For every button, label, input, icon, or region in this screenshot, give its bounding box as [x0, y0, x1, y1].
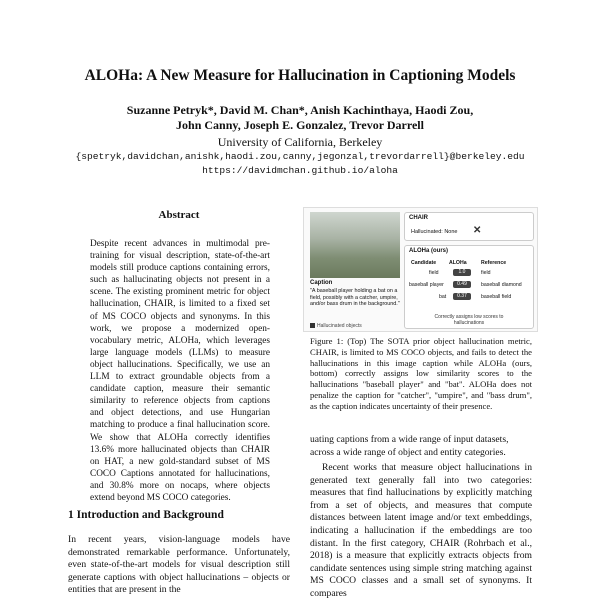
figure-caption-label: Caption	[310, 280, 333, 286]
right-column-continuation: uating captions from a wide range of input datasets, across a wide range of object and entity categories.	[310, 434, 509, 458]
abstract-heading: Abstract	[158, 209, 200, 221]
row-candidate-1: field	[429, 270, 439, 276]
figure-caption: Figure 1: (Top) The SOTA prior object hallucination metric, CHAIR, is limited to MS COCO objects, and fails to detect the hallucinations in this image caption while ALOHa (ours, bottom) correctly assigns low similarity scores to the hallucinations "baseball player" and "bat". ALOHa does not penalize the caption for "catcher", "umpire", and "bass drum", as the caption indicates uncertainty of their presence.	[310, 336, 532, 411]
authors-line-2: John Canny, Joseph E. Gonzalez, Trevor Darrell	[176, 118, 424, 132]
figure-legend: Hallucinated objects	[310, 323, 362, 329]
legend-swatch-icon	[310, 323, 315, 328]
row-score-3: 0.37	[453, 293, 471, 300]
section-heading: 1 Introduction and Background	[68, 509, 224, 521]
col-reference: Reference	[481, 260, 507, 266]
authors-line-1: Suzanne Petryk*, David M. Chan*, Anish Kachinthaya, Haodi Zou,	[126, 103, 474, 117]
right-column-paragraph: Recent works that measure object hallucinations in generated text generally fall into two categories: measures that find hallucinations by explicitly matching from a set of objects, and measures that compute distances between latent image and/or text embeddings, indicating a hallucination if the embeddings are too distant. In the first category, CHAIR (Rohrbach et al., 2018) is a measure that explicitly extracts objects from candidate sentences using simple string matching against MS COCO classes and a small set of synonyms. It compares	[310, 462, 532, 599]
author-list	[0, 103, 600, 133]
chair-title: CHAIR	[409, 215, 428, 221]
row-reference-1: field	[481, 270, 491, 276]
row-candidate-2: baseball player	[409, 282, 444, 288]
figure-caption-text: "A baseball player holding a bat on a field, possibly with a catcher, umpire, and/or bass drum in the background."	[310, 288, 400, 307]
aloha-panel	[404, 245, 534, 329]
paper-title: ALOHa: A New Measure for Hallucination in Captioning Models	[84, 67, 516, 84]
project-url[interactable]: https://davidmchan.github.io/aloha	[202, 165, 398, 176]
col-candidate: Candidate	[411, 260, 437, 266]
figure-note: Correctly assigns low scores to hallucinations	[434, 314, 504, 326]
row-score-2: 0.49	[453, 281, 471, 288]
col-aloha: ALOHa	[449, 260, 467, 266]
row-candidate-3: bat	[439, 294, 447, 300]
chair-result: Hallucinated: None	[411, 229, 458, 235]
section-body: In recent years, vision-language models have demonstrated remarkable performance. Unfortunately, even state-of-the-art models for visual description still generate captions with object hallucinations – objects or entities that are present in the	[68, 534, 290, 596]
abstract-body: Despite recent advances in multimodal pre-training for visual description, state-of-the-art models still produce captions containing errors, such as hallucinating objects not present in a scene. The existing prominent metric for object hallucination, CHAIR, is limited to a fixed set of MS COCO objects and synonyms. In this work, we propose a modernized open-vocabulary metric, ALOHa, which leverages large language models (LLMs) to measure object hallucinations. Specifically, we use an LLM to extract groundable objects from a candidate caption, measure their semantic similarity to reference objects from captions and object detections, and use Hungarian matching to produce a final hallucination score. We show that ALOHa correctly identifies 13.6% more hallucinated objects than CHAIR on HAT, a new gold-standard subset of MS COCO Captions annotated for hallucinations, and 30.8% more on nocaps, where objects extend beyond MS COCO categories.	[90, 239, 270, 503]
row-reference-2: baseball diamond	[481, 282, 522, 288]
row-reference-3: baseball field	[481, 294, 512, 300]
figure-1	[303, 207, 538, 332]
baseball-photo	[310, 212, 400, 278]
author-emails: {spetryk,davidchan,anishk,haodi.zou,canny,jegonzal,trevordarrell}@berkeley.edu	[75, 151, 525, 162]
cross-icon: ✕	[473, 225, 482, 236]
aloha-title: ALOHa (ours)	[409, 248, 448, 254]
affiliation: University of California, Berkeley	[217, 135, 383, 149]
chair-panel	[404, 212, 534, 241]
row-score-1: 1.0	[453, 269, 471, 276]
